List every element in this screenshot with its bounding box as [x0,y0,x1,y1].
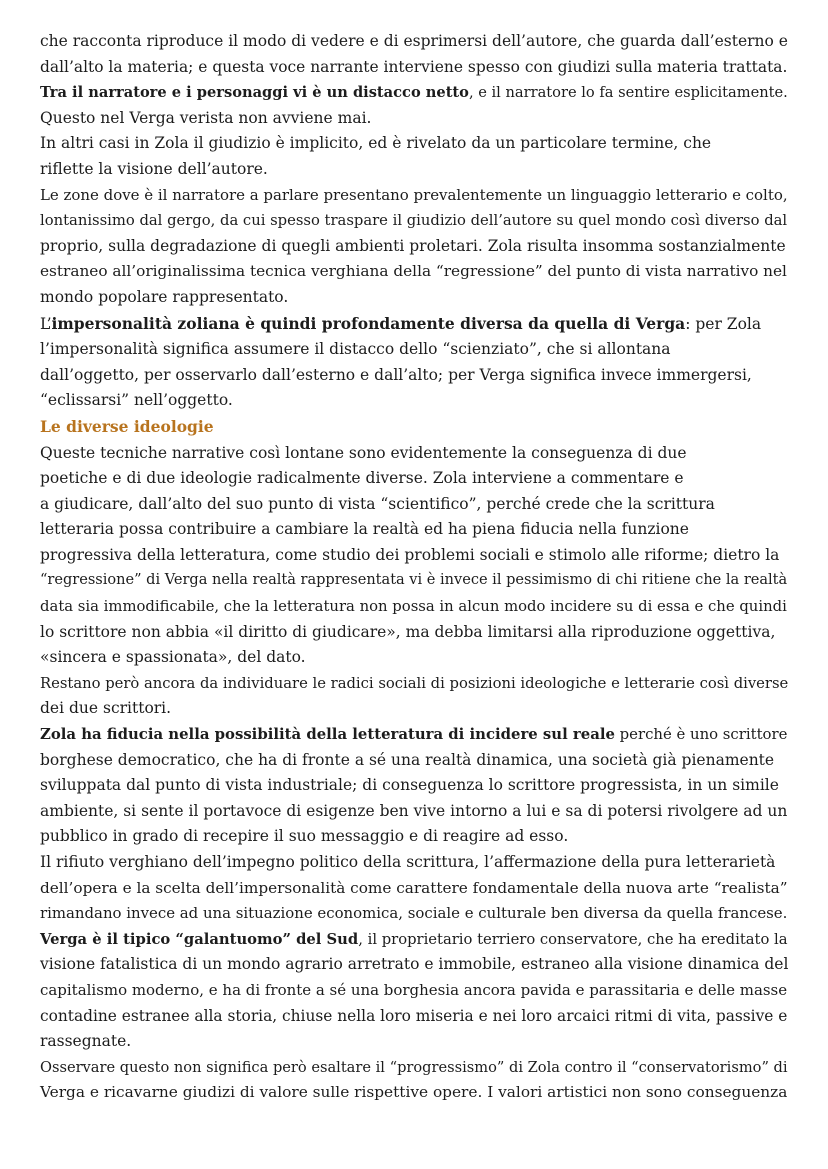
text-line [40,927,788,953]
text-span: , il proprietario terriero conservatore, che ha ereditato la [358,930,788,948]
text-span: ambiente, si sente il portavoce di esigenze ben vive intorno a lui e sa di potersi rivolgere ad un [40,801,788,820]
text-line [40,259,788,285]
text-span: dall’alto la materia; e questa voce narrante interviene spesso con giudizi sulla materia trattata. [40,57,788,76]
text-span: riflette la visione dell’autore. [40,159,268,178]
text-span: Osservare questo non significa però esaltare il “progressismo” di Zola contro il “conservatorismo” di [40,1058,788,1076]
text-span: perché è uno scrittore [614,725,788,744]
text-span: letteraria possa contribuire a cambiare la realtà ed ha piena fiducia nella funzione [40,520,689,539]
text-line [40,29,788,55]
text-line [40,594,788,620]
text-line [40,543,788,569]
text-line [40,620,788,646]
text-line [40,55,788,81]
text-line [40,311,788,338]
section-heading [40,414,788,441]
text-span: rimandano invece ad una situazione economica, sociale e culturale ben diversa da quella francese. [40,904,788,923]
text-line [40,157,788,183]
text-line [40,799,788,825]
text-span: , e il narratore lo fa sentire esplicitamente. [468,84,788,102]
text-line [40,517,788,543]
text-line [40,978,788,1004]
text-span: lontanissimo dal gergo, da cui spesso traspare il giudizio dell’autore su quel mondo così diverso dal [40,212,788,230]
text-line [40,1004,788,1030]
text-line [40,106,788,132]
text-span: data sia immodificabile, che la letteratura non possa in alcun modo incidere su di essa e che quindi [40,598,787,616]
text-span: Questo nel Verga verista non avviene mai. [40,108,372,127]
text-line [40,208,788,234]
text-line [40,285,788,311]
text-line [40,441,788,467]
text-line [40,363,788,389]
text-span: Le zone dove è il narratore a parlare presentano prevalentemente un linguaggio letterario e colto, [40,185,788,204]
text-span: rassegnate. [40,1032,132,1051]
text-line [40,748,788,774]
text-span: sviluppata dal punto di vista industriale; di conseguenza lo scrittore progressista, in un simile [40,776,779,795]
text-line [40,1055,788,1081]
bold-text: impersonalità zoliana è quindi profondamente diversa da quella di Verga [51,313,686,333]
text-span: poetiche e di due ideologie radicalmente diverse. Zola interviene a commentare e [40,469,684,488]
text-span: che racconta riproduce il modo di vedere e di esprimersi dell’autore, che guarda dall’esterno e [40,32,788,50]
text-line [40,337,788,363]
text-span: mondo popolare rappresentato. [40,287,289,306]
text-span: dell’opera e la scelta dell’impersonalità come carattere fondamentale della nuova arte “realista” [40,878,788,897]
text-span: In altri casi in Zola il giudizio è implicito, ed è rivelato da un particolare termine, che [40,134,712,153]
text-span: lo scrittore non abbia «il diritto di giudicare», ma debba limitarsi alla riproduzione oggettiva, [40,622,776,641]
text-span: Queste tecniche narrative così lontane sono evidentemente la conseguenza di due [40,443,687,462]
document-page [40,29,788,1106]
text-span: contadine estranee alla storia, chiuse nella loro miseria e nei loro arcaici ritmi di vita, passive e [40,1006,788,1025]
text-span: “regressione” di Verga nella realtà rappresentata vi è invece il pessimismo di chi ritiene che la realtà [40,572,788,589]
text-line [40,234,788,260]
text-span: proprio, sulla degradazione di quegli ambienti proletari. Zola risulta insomma sostanzialmente [40,236,786,255]
text-line [40,645,788,671]
text-span: progressiva della letteratura, come studio dei problemi sociali e stimolo alle riforme; dietro la [40,545,780,564]
text-line [40,850,788,876]
text-span: visione fatalistica di un mondo agrario arretrato e immobile, estraneo alla visione dinamica del [40,955,789,974]
text-line [40,876,788,902]
text-span: capitalismo moderno, e ha di fronte a sé una borghesia ancora pavida e parassitaria e delle masse [40,980,788,999]
text-line [40,183,788,209]
text-span: dei due scrittori. [40,699,172,718]
text-span: L’ [40,314,52,333]
text-line [40,696,788,722]
text-span: : per Zola [685,314,762,333]
text-span: l’impersonalità significa assumere il distacco dello “scienziato”, che si allontana [40,340,671,359]
text-span: pubblico in grado di recepire il suo messaggio e di reagire ad esso. [40,827,569,846]
text-span: Restano però ancora da individuare le radici sociali di posizioni ideologiche e letterarie così diverse [40,674,789,692]
heading-text: Le diverse ideologie [40,416,214,436]
text-line [40,773,788,799]
text-span: a giudicare, dall’alto del suo punto di vista “scientifico”, perché crede che la scrittura [40,494,715,513]
text-span: borghese democratico, che ha di fronte a sé una realtà dinamica, una società già pienamente [40,750,775,769]
text-line [40,1080,788,1106]
text-span: Il rifiuto verghiano dell’impegno politico della scrittura, l’affermazione della pura letterarietà [40,853,776,871]
text-line [40,671,788,697]
text-span: Verga e ricavarne giudizi di valore sulle rispettive opere. I valori artistici non sono conseguenza [40,1083,788,1102]
text-line [40,952,788,978]
text-line [40,824,788,850]
text-span: dall’oggetto, per osservarlo dall’esterno e dall’alto; per Verga significa invece immergersi, [40,365,752,384]
bold-text: Verga è il tipico “galantuomo” del Sud [40,930,359,948]
text-line [40,901,788,927]
text-line [40,80,788,106]
text-line [40,722,788,748]
bold-text: Zola ha fiducia nella possibilità della letteratura di incidere sul reale [40,725,615,744]
text-line [40,466,788,492]
text-line [40,1029,788,1055]
text-span: «sincera e spassionata», del dato. [40,648,306,667]
text-span: estraneo all’originalissima tecnica verghiana della “regressione” del punto di vista narrativo nel [40,262,787,281]
text-line [40,131,788,157]
text-line [40,492,788,518]
text-line [40,568,788,594]
bold-text: Tra il narratore e i personaggi vi è un distacco netto [40,84,469,102]
text-line [40,388,788,414]
text-span: “eclissarsi” nell’oggetto. [40,391,233,410]
